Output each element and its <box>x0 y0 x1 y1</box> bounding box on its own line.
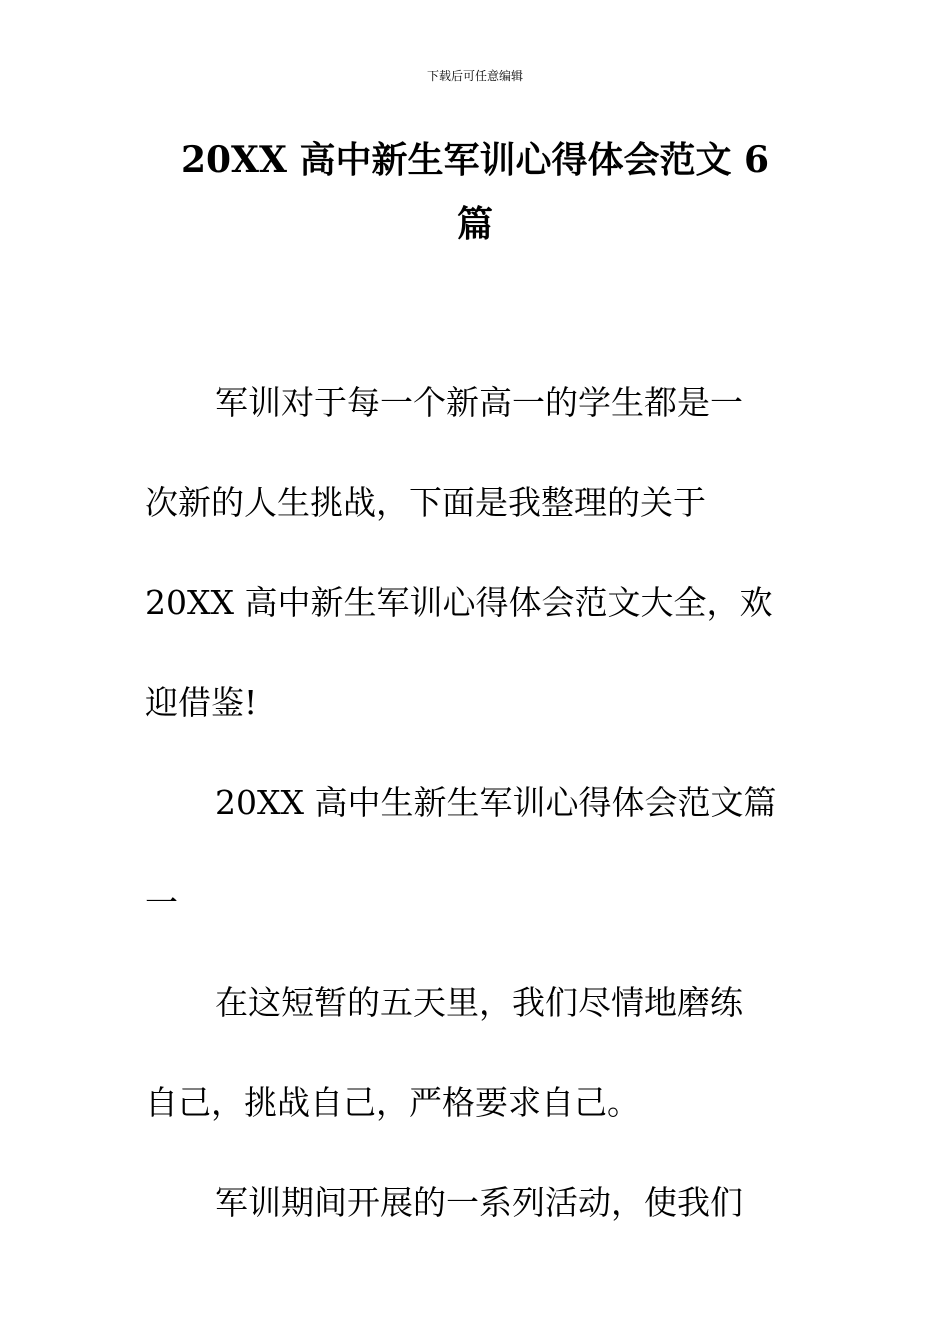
title-line: 篇 <box>456 203 493 245</box>
document-title <box>150 128 800 256</box>
paragraph-line: 在这短暂的五天里，我们尽情地磨练 <box>215 983 743 1022</box>
paragraph-line: 迎借鉴! <box>145 683 258 722</box>
paragraph <box>145 965 795 1165</box>
paragraph-line: 20XX 高中新生军训心得体会范文大全，欢 <box>145 583 773 622</box>
paragraph-line: 军训期间开展的一系列活动，使我们 <box>215 1183 743 1222</box>
header-note: 下载后可任意编辑 <box>426 69 523 83</box>
document-body <box>145 365 795 1265</box>
paragraph-line: 一 <box>145 883 178 922</box>
paragraph-line: 军训对于每一个新高一的学生都是一 <box>215 383 743 422</box>
paragraph <box>145 1165 795 1265</box>
paragraph-line: 20XX 高中生新生军训心得体会范文篇 <box>215 783 777 822</box>
title-line: 20XX 高中新生军训心得体会范文 6 <box>180 139 770 181</box>
paragraph-intro <box>145 365 795 765</box>
paragraph-line: 次新的人生挑战，下面是我整理的关于 <box>145 483 706 522</box>
paragraph-line: 自己，挑战自己，严格要求自己。 <box>145 1083 640 1122</box>
section-heading <box>145 765 795 965</box>
